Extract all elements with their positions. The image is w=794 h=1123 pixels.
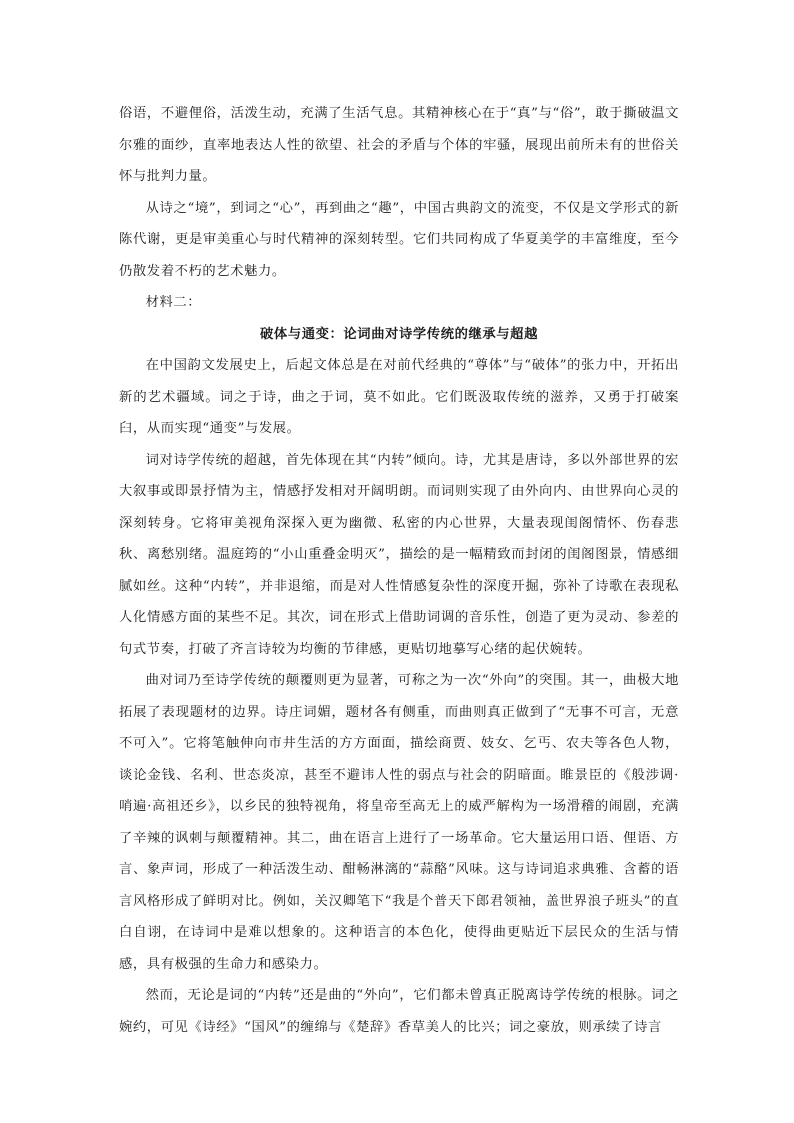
paragraph-summary: 从诗之“境”，到词之“心”，再到曲之“趣”，中国古典韵文的流变，不仅是文学形式的新陈代谢，更是审美重心与时代精神的深刻转型。它们共同构成了华夏美学的丰富维度，至今仍散发着不朽的艺术魅力。 — [119, 200, 679, 279]
paragraph-body-4: 然而，无论是词的“内转”还是曲的“外向”，它们都未曾真正脱离诗学传统的根脉。词之婉约，可见《诗经》“国风”的缠绵与《楚辞》香草美人的比兴；词之豪放，则承续了诗言 — [119, 988, 679, 1035]
paragraph-body-3: 曲对词乃至诗学传统的颠覆则更为显著，可称之为一次“外向”的突围。其一，曲极大地拓展了表现题材的边界。诗庄词媚，题材各有侧重，而曲则真正做到了“无事不可言，无意不可入”。它将笔触伸向市井生活的方方面面，描绘商贾、妓女、乞丐、农夫等各色人物，谈论金钱、名利、世态炎凉，甚至不避讳人性的弱点与社会的阴暗面。睢景臣的《般涉调·哨遍·高祖还乡》，以乡民的独特视角，将皇帝至高无上的威严解构为一场滑稽的闹剧，充满了辛辣的讽刺与颠覆精神。其二，曲在语言上进行了一场革命。它大量运用口语、俚语、方言、象声词，形成了一种活泼生动、酣畅淋漓的“蒜酪”风味。这与诗词追求典雅、含蓄的语言风格形成了鲜明对比。例如，关汉卿笔下“我是个普天下郎君领袖，盖世界浪子班头”的直白自诩，在诗词中是难以想象的。这种语言的本色化，使得曲更贴近下层民众的生活与情感，具有极强的生命力和感染力。 — [119, 673, 679, 972]
paragraph-body-1: 在中国韵文发展史上，后起文体总是在对前代经典的“尊体”与“破体”的张力中，开拓出新的艺术疆域。词之于诗，曲之于词，莫不如此。它们既汲取传统的滋养，又勇于打破案臼，从而实现“通变”与发展。 — [119, 358, 679, 436]
paragraph-body-2: 词对诗学传统的超越，首先体现在其“内转”倾向。诗，尤其是唐诗，多以外部世界的宏大叙事或即景抒情为主，情感抒发相对开阔明朗。而词则实现了由外向内、由世界向心灵的深刻转身。它将审美视角深探入更为幽微、私密的内心世界，大量表现闺阁情怀、伤春悲秋、离愁别绪。温庭筠的“小山重叠金明灭”，描绘的是一幅精致而封闭的闺阁图景，情感细腻如丝。这种“内转”，并非退缩，而是对人性情感复杂性的深度开掘，弥补了诗歌在表现私人化情感方面的某些不足。其次，词在形式上借助词调的音乐性，创造了更为灵动、参差的句式节奏，打破了齐言诗较为均衡的节律感，更贴切地摹写心绪的起伏婉转。 — [119, 452, 679, 657]
article-title: 破体与通变：论词曲对诗学传统的继承与超越 — [260, 326, 538, 342]
document-page — [119, 98, 679, 1043]
paragraph-intro-continuation: 俗语，不避俚俗，活泼生动，充满了生活气息。其精神核心在于“真”与“俗”，敢于撕破温文尔雅的面纱，直率地表达人性的欲望、社会的矛盾与个体的牢骚，展现出前所未有的世俗关怀与批判力量。 — [119, 106, 679, 184]
material-label: 材料二： — [145, 295, 202, 310]
